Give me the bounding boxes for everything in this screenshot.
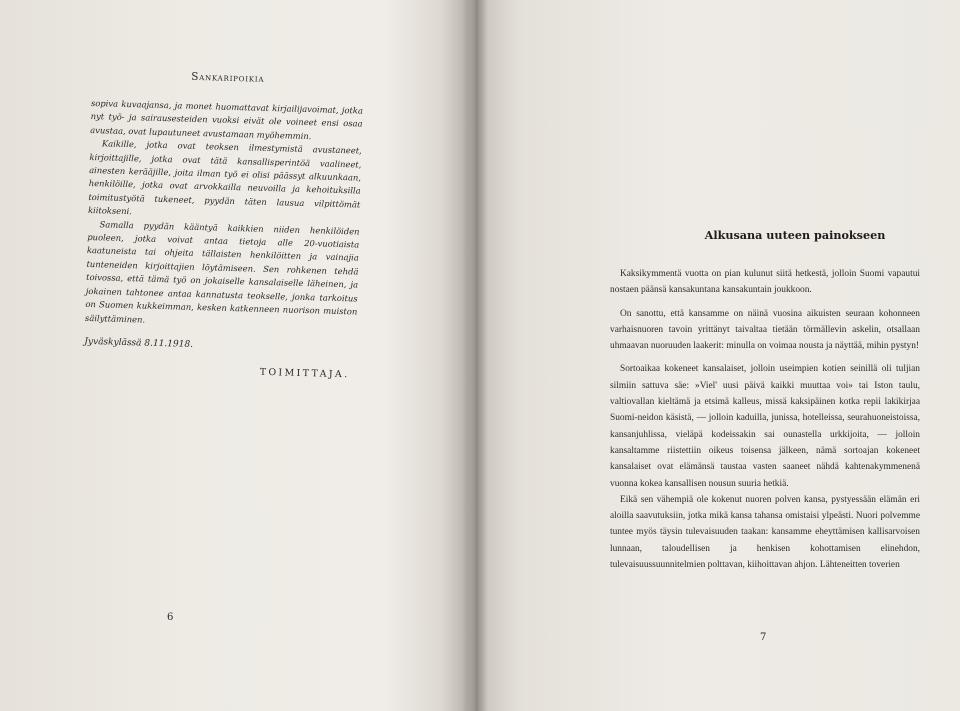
left-paragraph-3: Samalla pyydän kääntyä kaikkien niiden henkilöiden puoleen, jotka voivat antaa tietoja alle 20-vuotiaista kaatuneista tai ohjeita tällaisten henkilöitten ja vainajia tunteneiden kirjoittajien löytämiseen. Sen rohkenen tehdä toivossa, että tämä työ on jokaiselle kansalaiselle läheinen, ja jokainen tahtonee antaa kannatusta teokselle, jonka tarkoitus on Suomen kukkeimman, kesken katkenneen nuorison muiston säilyttäminen. (84, 218, 360, 325)
chapter-title: Alkusana uuteen painokseen (704, 228, 886, 242)
right-page-number: 7 (760, 632, 767, 643)
right-page (480, 0, 960, 711)
left-page (0, 0, 468, 711)
left-paragraph-2: Kaikille, jotka ovat teoksen ilmestymistä avustaneet, kirjoittajille, jotka ovat tätä kansallisperintöä vaalineet, ainesten kerääjille, joita ilman työ ei olisi päässyt alkuunkaan, henkilöille, jotka ovat arvokkailla neuvoilla ja kehoituksilla toimitustyötä tukeneet, pyydän täten lausua vilpittömät kiitokseni. (87, 138, 362, 217)
right-paragraph-4: Eikä sen vähempiä ole kokenut nuoren polven kansa, pystyessään elämän eri aloilla saavutuksiin, jotka mikä kansa tahansa omistaisi ylpeästi. Nuori polvemme tuntee myös täysin tulevaisuuden taakan: kansamme eheyttämisen kallisarvoisen lunnaan, taloudellisen ja henkisen kohottamisen elinehdon, tulevaisuussuunnitelmien polttavan, kiihoittavan ahjon. Lähteneitten toverien (610, 494, 920, 571)
right-paragraph-2: On sanottu, että kansamme on näinä vuosina aikuisten seuraan kohonneen varhaisnuoren tavoin yrittänyt taivaltaa tietään törmällevin askelin, otsallaan uhmaavan nuoruuden laakerit: minulla on voimaa nousta ja näyttää, mihin pystyn! (610, 308, 920, 352)
right-page-text-block (610, 266, 920, 573)
left-page-text-block (83, 68, 363, 380)
running-head: Sankaripoikia (191, 70, 265, 85)
right-paragraph-1: Kaksikymmentä vuotta on pian kulunut siitä hetkestä, jolloin Suomi vapautui nostaen päänsä kansakuntana kansakuntain joukkoon. (610, 269, 920, 296)
right-paragraph-3: Sortoaikaa kokeneet kansalaiset, jolloin useimpien kotien seinillä oli tuljian silmiin sattuva säe: »Viel' uusi päivä kaikki muuttaa voi» tai Iston taulu, valtiovallan kieltämä ja etsimä kalleus, missä kaksipäinen kotka repii lakikirjaa Suomi-neidon käsistä, — jolloin kaduilla, junissa, hotelleissa, seurahuoneistoissa, kansanjuhlissa, vieläpä kodeissakin sai ounastella urkkijoita, — jolloin kansaltamme riistettiin oikeus toisensa jälkeen, nämä sortoajan kokeneet kansalaiset ovat elämänsä taustaa vasten saaneet nähdä kahtenakymmenenä vuonna kokea kansallisen nousun suuria hetkiä. (610, 364, 920, 489)
left-paragraph-1: sopiva kuvaajansa, ja monet huomattavat kirjailijavoimat, jotka nyt työ- ja sairausesteiden vuoksi eivät ole voineet ensi osaa avustaa, ovat lupautuneet avustamaan myöhemmin. (90, 97, 364, 141)
dateline: Jyväskylässä 8.11.1918. (84, 336, 194, 350)
left-page-number: 6 (167, 612, 174, 623)
signer: TOIMITTAJA. (259, 366, 350, 381)
